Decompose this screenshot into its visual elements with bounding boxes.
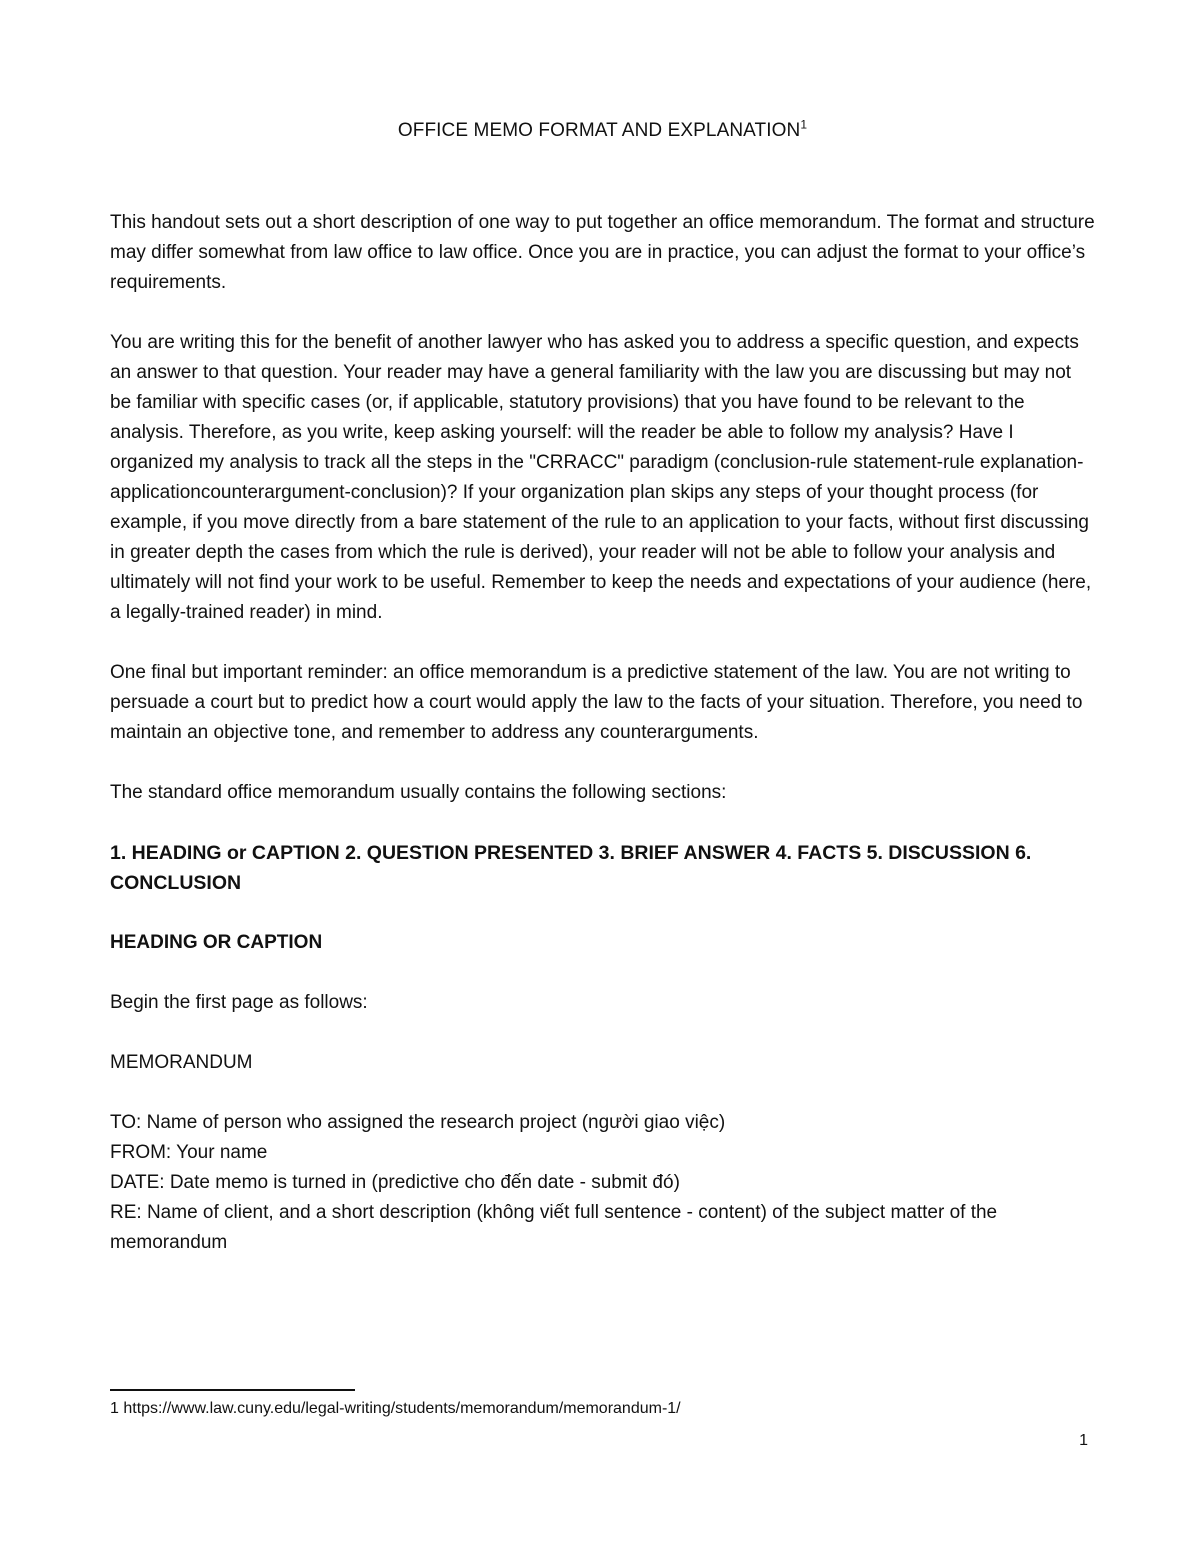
sections-list: 1. HEADING or CAPTION 2. QUESTION PRESENTED 3. BRIEF ANSWER 4. FACTS 5. DISCUSSION 6. CONCLUSION: [110, 842, 1032, 894]
title-footnote-mark: 1: [800, 117, 808, 132]
memo-from-line: FROM: Your name: [110, 1142, 268, 1163]
title-text: OFFICE MEMO FORMAT AND EXPLANATION: [397, 120, 801, 141]
heading-caption-title: HEADING OR CAPTION: [110, 932, 323, 953]
sections-intro-paragraph: The standard office memorandum usually contains the following sections:: [110, 782, 727, 803]
begin-instruction: Begin the first page as follows:: [110, 992, 368, 1013]
document-title: [110, 116, 1095, 146]
footnote-url: 1 https://www.law.cuny.edu/legal-writing/students/memorandum/memorandum-1/: [110, 1400, 681, 1417]
memo-date-line: DATE: Date memo is turned in (predictive cho đến date - submit đó): [110, 1172, 680, 1193]
memo-header-lines: [110, 1108, 1095, 1258]
memo-to-line: TO: Name of person who assigned the research project (người giao việc): [110, 1112, 726, 1133]
reminder-paragraph: One final but important reminder: an office memorandum is a predictive statement of the law. You are not writing to persuade a court but to predict how a court would apply the law to the facts of your situation. Therefore, you need to maintain an objective tone, and remember to address any counterarguments.: [110, 662, 1083, 743]
memorandum-label: MEMORANDUM: [110, 1052, 253, 1073]
memo-re-line: RE: Name of client, and a short description (không viết full sentence - content) of the subject matter of the memorandum: [110, 1202, 998, 1253]
audience-paragraph: You are writing this for the benefit of another lawyer who has asked you to address a specific question, and expects an answer to that question. Your reader may have a general familiarity with the law you are discussing but may not be familiar with specific cases (or, if applicable, statutory provisions) that you have found to be relevant to the analysis. Therefore, as you write, keep asking yourself: will the reader be able to follow my analysis? Have I organized my analysis to track all the steps in the "CRRACC" paradigm (conclusion-rule statement-rule explanation-applicationcounterargument-conclusion)? If your organization plan skips any steps of your thought process (for example, if you move directly from a bare statement of the rule to an application to your facts, without first discussing in greater depth the cases from which the rule is derived), your reader will not be able to follow your analysis and ultimately will not find your work to be useful. Remember to keep the needs and expectations of your audience (here, a legally-trained reader) in mind.: [110, 332, 1092, 623]
footnote-divider: [110, 1389, 355, 1391]
page-number: 1: [1079, 1432, 1088, 1449]
document-body: [110, 116, 1095, 1258]
intro-paragraph: This handout sets out a short description of one way to put together an office memorandum. The format and structure may differ somewhat from law office to law office. Once you are in practice, you can adjust the format to your office’s requirements.: [110, 212, 1095, 293]
